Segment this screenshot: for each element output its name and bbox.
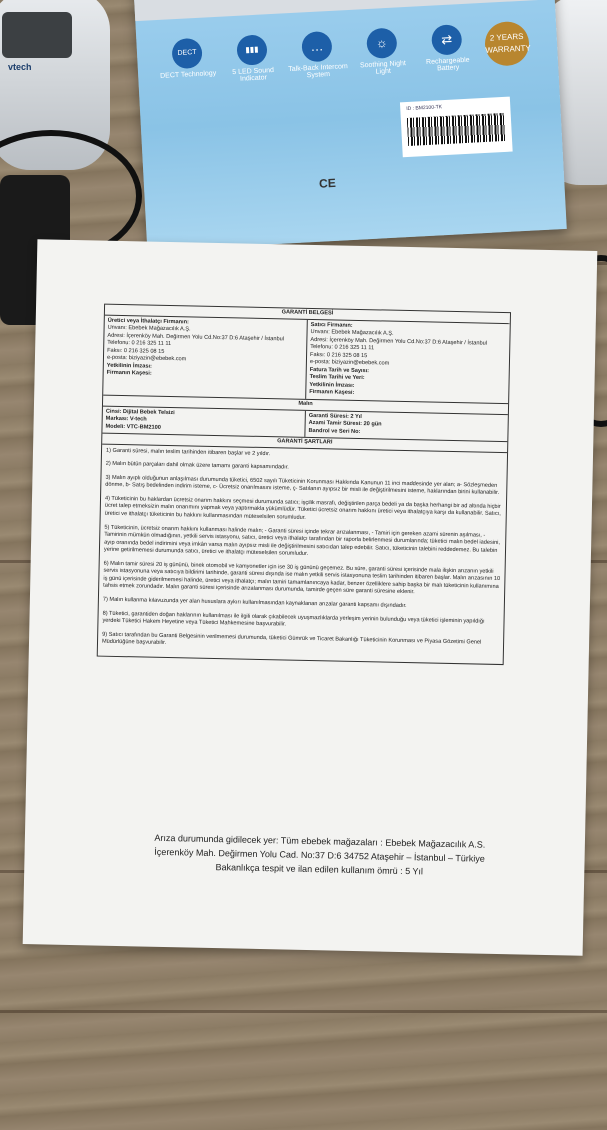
product-brand: Markası: V-tech xyxy=(105,415,147,423)
conditions-title: GARANTİ ŞARTLARI xyxy=(102,434,507,453)
manufacturer-signature: Yetkilinin İmzası: xyxy=(106,362,152,370)
product-model: Modeli: VTC-BM2100 xyxy=(105,423,161,431)
seller-address: Adresi: İçerenköy Mah. Değirmen Yolu Cd.No:37 D:6 Ataşehir / İstanbul xyxy=(310,336,488,347)
seller-heading: Satıcı Firmanın: xyxy=(310,321,353,329)
barcode-label xyxy=(400,97,513,158)
warranty-clauses xyxy=(98,444,507,663)
seller-invoice: Fatura Tarih ve Sayısı: xyxy=(309,366,370,375)
box-top-flap xyxy=(133,0,555,21)
clause: 9) Satıcı tarafından bu Garanti Belgesinin verilmemesi durumunda, tüketici Gümrük ve Ticaret Bakanlığı Tüketicinin Korunması ve Piyasa Gözetimi Genel Müdürlüğüne başvurabilir. xyxy=(101,631,482,647)
clause: 6) Malın tamir süresi 20 iş gününü, binek otomobil ve kamyonetler için ise 30 iş gününü geçemez. Bu süre, garanti süresi içerisinde mala ilişkin arızanın yetkili servis istasyonuna veya satıcıya bildirimi tarihinde, garanti süresi dışında ise malın yetkili servis istasyonuna teslim tarihinden itibaren başlar. Malın arızasının 10 iş günü içerisinde giderilmemesi halinde, üretici veya ithalatçı; malın tamiri tamamlanıncaya kadar, benzer özelliklere sahip başka bir malı tüketicinin kullanımına tahsis etmek zorundadır. Malın garanti süresi içerisinde arızalanması durumunda, tamirde geçen süre garanti süresine eklenir. xyxy=(103,560,501,596)
product-section-title: Malın xyxy=(103,396,508,415)
floor-seam xyxy=(0,1010,607,1013)
box-feature xyxy=(221,34,283,84)
warranty-badge: 2 YEARS WARRANTY xyxy=(484,21,530,67)
document-footer xyxy=(84,830,555,882)
box-id-text: ID : BM2100-TK xyxy=(406,104,443,113)
party-columns xyxy=(103,315,510,404)
ce-mark: CE xyxy=(318,175,337,191)
manufacturer-phone: Telefonu: 0 216 325 11 11 xyxy=(107,339,172,348)
clause: 8) Tüketici, garantiden doğan haklarının kullanılması ile ilgili olarak çıkabilecek uyuşmazlıklarda yerleşim yerinin bulunduğu veya tüketici işleminin yapıldığı yerdeki Tüketici Hakem Heyetine veya Tüketici Mahkemesine başvurabilir. xyxy=(102,610,485,628)
manufacturer-fax: Faksı: 0 216 325 08 15 xyxy=(107,347,165,355)
warranty-document xyxy=(23,239,598,956)
speech-bubble-icon: … xyxy=(301,31,333,63)
footer-line: İçerenköy Mah. Değirmen Yolu Cad. No:37 D:6 34752 Ataşehir – İstanbul – Türkiye xyxy=(154,846,485,864)
seller-signature: Yetkilinin İmzası: xyxy=(309,381,355,389)
box-feature xyxy=(156,37,218,80)
device-brand-label: vtech xyxy=(8,62,32,72)
serial-number: Bandrol ve Seri No: xyxy=(308,427,361,435)
manufacturer-name: Unvanı: Ebebek Mağazacılık A.Ş. xyxy=(107,324,191,333)
manufacturer-block xyxy=(103,315,307,399)
clause: 1) Garanti süresi, malın teslim tarihinden itibaren başlar ve 2 yıldır. xyxy=(105,447,271,457)
form-title: GARANTİ BELGESİ xyxy=(105,305,510,324)
box-feature xyxy=(351,27,413,77)
clause: 5) Tüketicinin, ücretsiz onarım hakkını kullanması halinde malın; - Garanti süresi içinde tekrar arızalanması, - Tamiri için gereken azami sürenin aşılması, - Tamirinin mümkün olmadığının, yetkili servis istasyonu, satıcı, üretici veya ithalatçı tarafından bir raporla belirlenmesi durumlarında; tüketici malın bedel iadesini, ayıp oranında bedel indirimini veya imkân varsa malın ayıpsız misli ile değiştirilmesini satıcıdan talep edebilir. Satıcı, tüketicinin talebini reddedemez. Bu talebin yerine getirilmemesi durumunda satıcı, üretici ve ithalatçı müteselsilen sorumludur. xyxy=(103,524,501,558)
battery-icon: ⇄ xyxy=(431,24,463,56)
device-screen xyxy=(2,12,72,58)
seller-phone: Telefonu: 0 216 325 11 11 xyxy=(310,344,375,352)
footer-line: Arıza durumunda gidilecek yer: Tüm ebebek mağazaları : Ebebek Mağazacılık A.S. xyxy=(154,832,486,850)
clause: 3) Malın ayıplı olduğunun anlaşılması durumunda tüketici, 6502 sayılı Tüketicinin Korunması Hakkında Kanunun 11 inci maddesinde yer alan; a- Sözleşmeden dönme, b- Satış bedelinden indirim isteme, c- Ücretsiz onarılmasını isteme, ç- Satılanın ayıpsız bir misli ile değiştirilmesini isteme, haklarından birini kullanabilir. xyxy=(105,474,500,497)
seller-name: Unvanı: Ebebek Mağazacılık A.Ş. xyxy=(310,329,394,337)
manufacturer-stamp: Firmanın Kaşesi: xyxy=(106,370,152,378)
repair-period: Azami Tamir Süresi: 20 gün xyxy=(308,420,382,428)
seller-email: e-posta: biziyazin@ebebek.com xyxy=(309,359,390,367)
feature-label: Soothing Night Light xyxy=(359,60,407,76)
led-bars-icon: ▮▮▮ xyxy=(236,34,268,66)
warranty-form xyxy=(97,304,511,665)
clause: 2) Malın bütün parçaları dahil olmak üzere tamamı garanti kapsamındadır. xyxy=(105,460,289,471)
lightbulb-icon: ☼ xyxy=(366,27,398,59)
dect-icon: DECT xyxy=(171,38,203,70)
product-type: Cinsi: Dijital Bebek Telsizi xyxy=(105,408,175,416)
feature-label: 5 LED Sound Indicator xyxy=(232,66,275,83)
seller-block xyxy=(305,319,510,403)
manufacturer-email: e-posta: biziyazin@ebebek.com xyxy=(106,354,187,363)
feature-label: Rechargeable Battery xyxy=(425,56,470,73)
clause: 4) Tüketicinin bu haklardan ücretsiz onarım hakkını seçmesi durumunda satıcı; işçilik masrafı, değiştirilen parça bedeli ya da başka herhangi bir ad altında hiçbir ücret talep etmeksizin malın onarımını yapmak veya yaptırmakla yükümlüdür. Tüketici ücretsiz onarım hakkını üretici veya ithalatçıya karşı da kullanabilir. Satıcı, üretici ve ithalatçı tüketicinin bu hakkını kullanmasından müteselsilen sorumludur. xyxy=(104,495,501,521)
manufacturer-address: Adresi: İçerenköy Mah. Değirmen Yolu Cd.No:37 D:6 Ataşehir / İstanbul xyxy=(107,332,285,343)
product-info xyxy=(102,406,305,437)
box-feature xyxy=(286,30,348,80)
product-box xyxy=(133,0,567,251)
feature-label: Talk-Back Intercom System xyxy=(288,63,348,80)
footer-line: Bakanlıkça tespit ve ilan edilen kullanım ömrü : 5 Yıl xyxy=(215,861,424,877)
manufacturer-heading: Üretici veya İthalatçı Firmanın: xyxy=(107,317,189,325)
clause: 7) Malın kullanma kılavuzunda yer alan hususlara aykırı kullanılmasından kaynaklanan arızalar garanti kapsamı dışındadır. xyxy=(102,596,407,609)
feature-label: DECT Technology xyxy=(159,69,217,80)
box-feature xyxy=(416,23,478,73)
barcode xyxy=(407,113,506,146)
seller-stamp: Firmanın Kaşesi: xyxy=(309,389,355,397)
product-warranty-info xyxy=(304,410,508,441)
seller-fax: Faksı: 0 216 325 08 15 xyxy=(310,351,368,359)
seller-delivery: Teslim Tarihi ve Yeri: xyxy=(309,374,365,382)
warranty-period: Garanti Süresi: 2 Yıl xyxy=(308,412,362,420)
